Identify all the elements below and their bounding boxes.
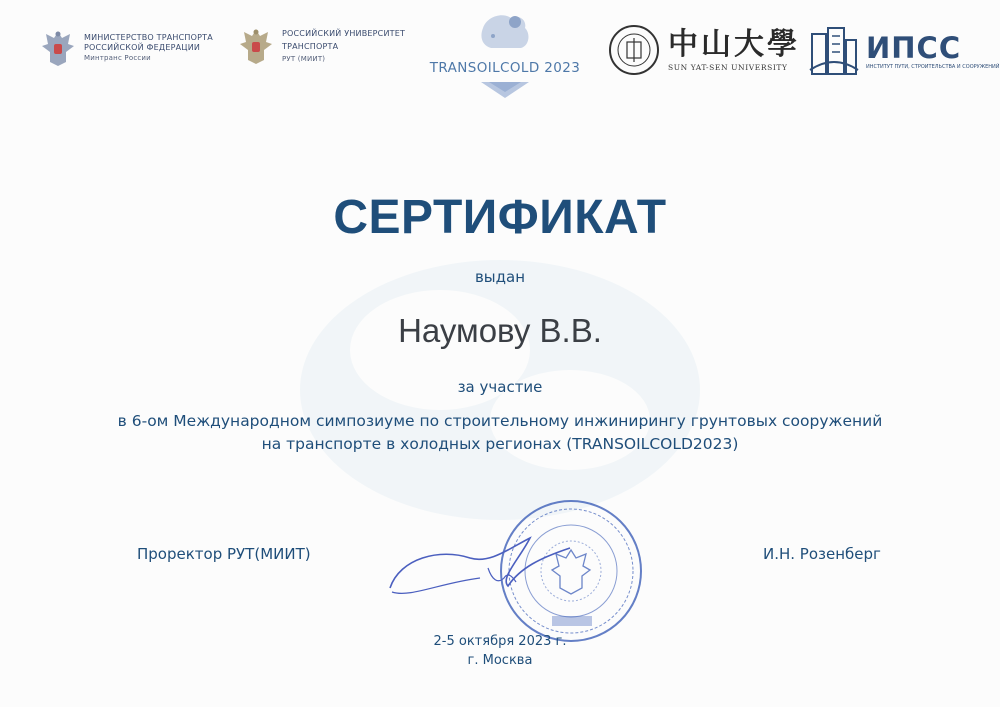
conference-logo xyxy=(425,8,585,100)
mintrans-logo xyxy=(40,28,213,68)
recipient-name: Наумову В.В. xyxy=(398,312,602,349)
double-headed-eagle-icon xyxy=(238,26,274,66)
sysu-logo xyxy=(608,24,800,76)
event-line-2: на транспорте в холодных регионах (TRANSOILCOLD2023) xyxy=(261,435,739,453)
conference-name: TRANSOILCOLD 2023 xyxy=(429,60,581,76)
miit-line3: РУТ (МИИТ) xyxy=(282,54,326,63)
miit-logo xyxy=(238,26,405,66)
event-description xyxy=(0,410,1000,456)
event-dates: 2-5 октября 2023 г. xyxy=(433,634,567,649)
sysu-subtitle: SUN YAT-SEN UNIVERSITY xyxy=(668,62,788,72)
miit-line2: ТРАНСПОРТА xyxy=(282,41,339,51)
ipss-logo xyxy=(808,26,999,76)
building-icon xyxy=(808,26,860,76)
issued-label: выдан xyxy=(474,268,526,286)
participation-label: за участие xyxy=(457,378,543,396)
signer-position: Проректор РУТ(МИИТ) xyxy=(137,545,311,563)
certificate-title: СЕРТИФИКАТ xyxy=(333,191,667,244)
signer-name: И.Н. Розенберг xyxy=(763,545,881,563)
polar-bear-icon xyxy=(425,8,585,100)
ipss-subtitle: ИНСТИТУТ ПУТИ, СТРОИТЕЛЬСТВА И СООРУЖЕНИЙ xyxy=(866,63,1000,70)
university-seal-icon xyxy=(608,24,660,76)
event-city: г. Москва xyxy=(467,653,533,668)
sysu-title: 中山大學 xyxy=(668,26,800,62)
event-line-1: в 6-ом Международном симпозиуме по строительному инжинирингу грунтовых сооружений xyxy=(117,412,883,430)
handwritten-signature xyxy=(380,528,580,608)
ipss-name: ИПСС xyxy=(866,30,962,65)
mintrans-line1: МИНИСТЕРСТВО ТРАНСПОРТА xyxy=(84,33,213,42)
miit-line1: РОССИЙСКИЙ УНИВЕРСИТЕТ xyxy=(282,28,406,38)
double-headed-eagle-icon xyxy=(40,28,76,68)
mintrans-line2: РОССИЙСКОЙ ФЕДЕРАЦИИ xyxy=(84,43,201,52)
date-location xyxy=(0,632,1000,670)
mintrans-line3: Минтранс России xyxy=(84,54,151,62)
